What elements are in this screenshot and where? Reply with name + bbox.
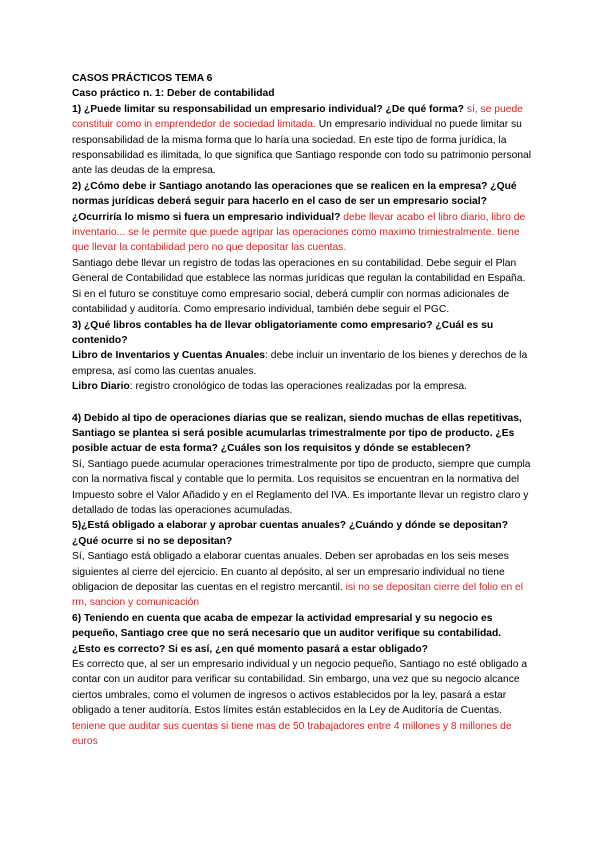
question-6-text: 6) Teniendo en cuenta que acaba de empezar la actividad empresarial y su negocio es pequeño, Santiago cree que no será necesario que un auditor verifique su contabilidad. ¿Esto es correcto? Si es así, ¿en qué momento pasará a estar obligado?: [72, 612, 502, 655]
question-4-text: 4) Debido al tipo de operaciones diarias que se realizan, siendo muchas de ellas repetitivas, Santiago se plantea si será posible acumularlas trimestralmente por tipo de producto. ¿Es posible actuar de esta forma? ¿Cuáles son los requisitos y dónde se establecen?: [72, 412, 522, 455]
question-3-item-1-text: : debe incluir un inventario de los bienes y derechos de la empresa, así como las cuentas anuales.: [72, 350, 528, 377]
question-2: [72, 179, 532, 256]
question-5-note: isi no se depositan cierre del folio en el rm, sancion y comunicación: [72, 582, 524, 609]
question-6-answer: Es correcto que, al ser un empresario individual y un negocio pequeño, Santiago no esté obligado a contar con un auditor para verificar su contabilidad. Sin embargo, una vez que su negocio alcance ciertos umbrales, como el volumen de ingresos o activos establecidos por la ley, pasará a estar obligado a tener auditoría. Estos límites están establecidos en la Ley de Auditoría de Cuentas.: [72, 659, 528, 717]
question-1-text: 1) ¿Puede limitar su responsabilidad un empresario individual? ¿De qué forma?: [72, 103, 464, 115]
question-3-item-1-label: Libro de Inventarios y Cuentas Anuales: [72, 350, 266, 362]
case-title: Caso práctico n. 1: Deber de contabilidad: [72, 88, 275, 100]
question-1-answer: Un empresario individual no puede limitar su responsabilidad de la misma forma que lo haría una sociedad. En este tipo de forma jurídica, la responsabilidad es ilimitada, lo que significa que Santiago responde con todo su patrimonio personal ante las deudas de la empresa.: [72, 119, 532, 177]
document-page: [72, 71, 532, 749]
question-6-answer-block: [72, 657, 532, 749]
question-1-note: sí, se puede constituir como in emprendedor de sociedad limitada.: [72, 103, 523, 131]
question-6-note: teniene que auditar sus cuentas si tiene mas de 50 trabajadores entre 4 millones y 8 millones de euros: [72, 720, 512, 748]
question-4-answer: Sí, Santiago puede acumular operaciones trimestralmente por tipo de producto, siempre que cumpla con la normativa fiscal y contable que lo permita. Los requisitos se encuentran en la normativa del Impuesto sobre el Valor Añadido y en el Reglamento del IVA. Es importante llevar un registro claro y detallado de todas las operaciones acumuladas.: [72, 458, 531, 516]
question-3-item-2-text: : registro cronológico de todas las operaciones realizadas por la empresa.: [129, 381, 467, 393]
question-2-note: debe llevar acabo el libro diario, libro de inventario... se le permite que puede agripar las operaciones como maximo trimiestralmente. tiene que llevar la contabilidad pero no que depositar las cuentas.: [72, 211, 526, 254]
question-5-text: 5)¿Está obligado a elaborar y aprobar cuentas anuales? ¿Cuándo y dónde se depositan? ¿Qué ocurre si no se depositan?: [72, 520, 508, 547]
question-5-answer: Sí, Santiago está obligado a elaborar cuentas anuales. Deben ser aprobadas en los seis meses siguientes al cierre del ejercicio. En cuanto al depósito, al ser un empresario individual no tiene obligacion de depositar las cuentas en el registro mercantil.: [72, 551, 509, 593]
question-3-item-2: [72, 379, 532, 394]
question-3-text: 3) ¿Qué libros contables ha de llevar obligatoriamente como empresario? ¿Cuál es su contenido?: [72, 319, 494, 346]
question-1: [72, 102, 532, 179]
document-title: CASOS PRÁCTICOS TEMA 6: [72, 73, 213, 84]
question-2-text: 2) ¿Cómo debe ir Santiago anotando las operaciones que se realicen en la empresa? ¿Qué normas jurídicas deberá seguir para hacerlo en el caso de ser un empresario social? ¿Ocurriría lo mismo si fuera un empresario individual?: [72, 180, 517, 223]
question-2-answer: Santiago debe llevar un registro de todas las operaciones en su contabilidad. Debe seguir el Plan General de Contabilidad que establece las normas jurídicas que regulan la contabilidad en España. Si en el futuro se constituye como empresario social, deberá cumplir con normas adicionales de contabilidad y auditoría. Como empresario individual, también debe seguir el PGC.: [72, 257, 526, 316]
question-3-item-1: [72, 348, 532, 379]
paragraph-gap: [72, 395, 532, 411]
question-5-answer-block: [72, 549, 532, 611]
question-3-item-2-label: Libro Diario: [72, 381, 130, 393]
